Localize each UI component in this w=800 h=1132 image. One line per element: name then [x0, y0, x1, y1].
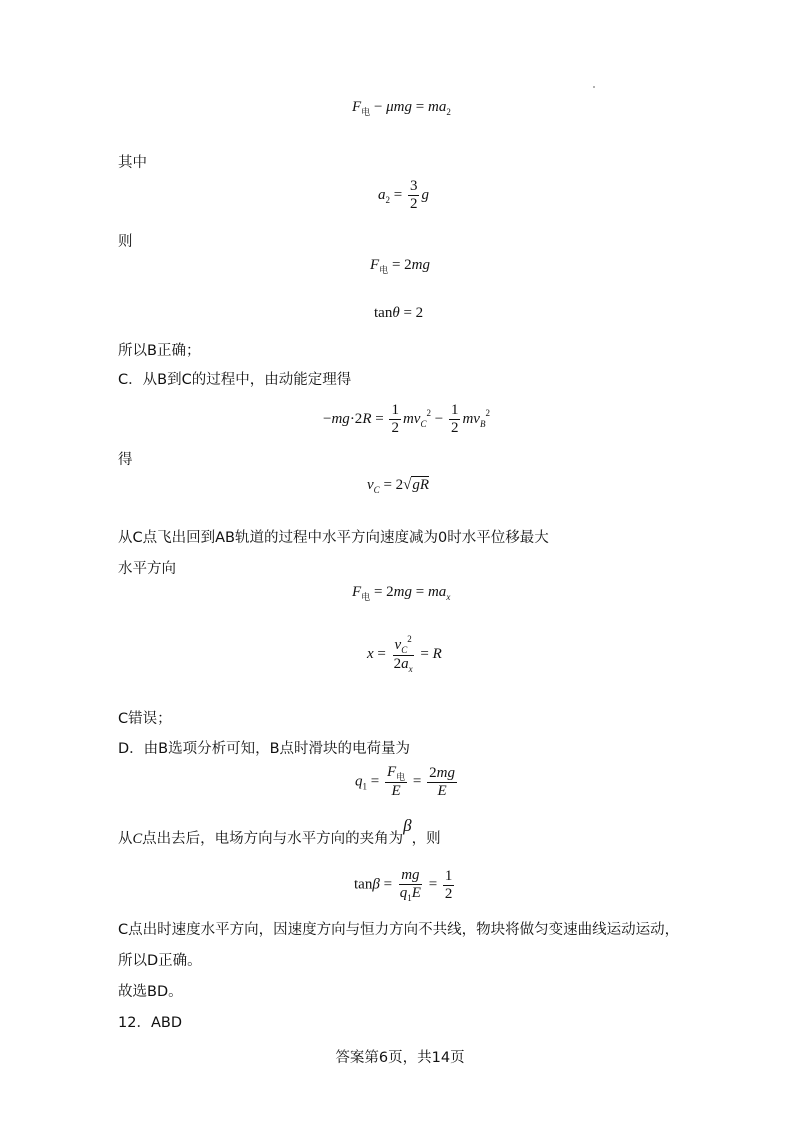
text-d-intro: D．由B选项分析可知，B点时滑块的电荷量为 [118, 741, 411, 757]
text-from-c2: 从C点出去后，电场方向与水平方向的夹角为β，则 [118, 816, 441, 847]
equation-kinetic-energy: −mg·2R = $\frac{1}{2}$ $mv_C^2$ − $\frac{1}{2}$ $mv_B^2$ [323, 402, 490, 437]
equation-horizontal-force: $F_电 = 2mg = ma_x$ [352, 584, 451, 602]
text-d-correct: 所以D正确。 [118, 953, 202, 969]
text-c-intro: C．从B到C的过程中，由动能定理得 [118, 372, 352, 388]
equation-tan-theta: tanθ = 2 [374, 305, 424, 321]
text-ze: 则 [118, 234, 133, 250]
equation-tan-beta: tanβ = $\frac{mg}{q_1E}$ = $\frac{1}{2}$ [354, 867, 453, 904]
text-c-wrong: C错误； [118, 711, 172, 727]
text-q12: 12．ABD [118, 1015, 182, 1031]
text-from-c: 从C点飞出回到AB轨道的过程中水平方向速度减为0时水平位移最大 [118, 530, 549, 546]
equation-x-displacement: x = $\frac{v_C^2}{2a_x}$ = R [367, 634, 442, 675]
equation-a2: $a_2$ = $\frac{3}{2}$ g [378, 178, 429, 213]
speck-mark [593, 86, 595, 88]
text-b-correct: 所以B正确； [118, 343, 201, 359]
text-c-point: C点出时速度水平方向，因速度方向与恒力方向不共线，物块将做匀变速曲线运动运动， [118, 922, 680, 938]
equation-f-electric: $F_电 = 2mg$ [370, 257, 430, 275]
equation-charge: $q_1$ = $\frac{F_电}{E}$ = $\frac{2mg}{E}$ [355, 764, 455, 800]
page-footer: 答案第6页，共14页 [335, 1050, 465, 1066]
text-choose: 故选BD。 [118, 984, 183, 1000]
equation-vc: $v_C = 2√gR$ [367, 477, 430, 495]
equation-force-balance: $F_电 - \mu mg = ma_2$ [352, 99, 451, 117]
text-horizontal: 水平方向 [118, 561, 176, 577]
text-de: 得 [118, 452, 133, 468]
text-qizhong: 其中 [118, 155, 147, 171]
